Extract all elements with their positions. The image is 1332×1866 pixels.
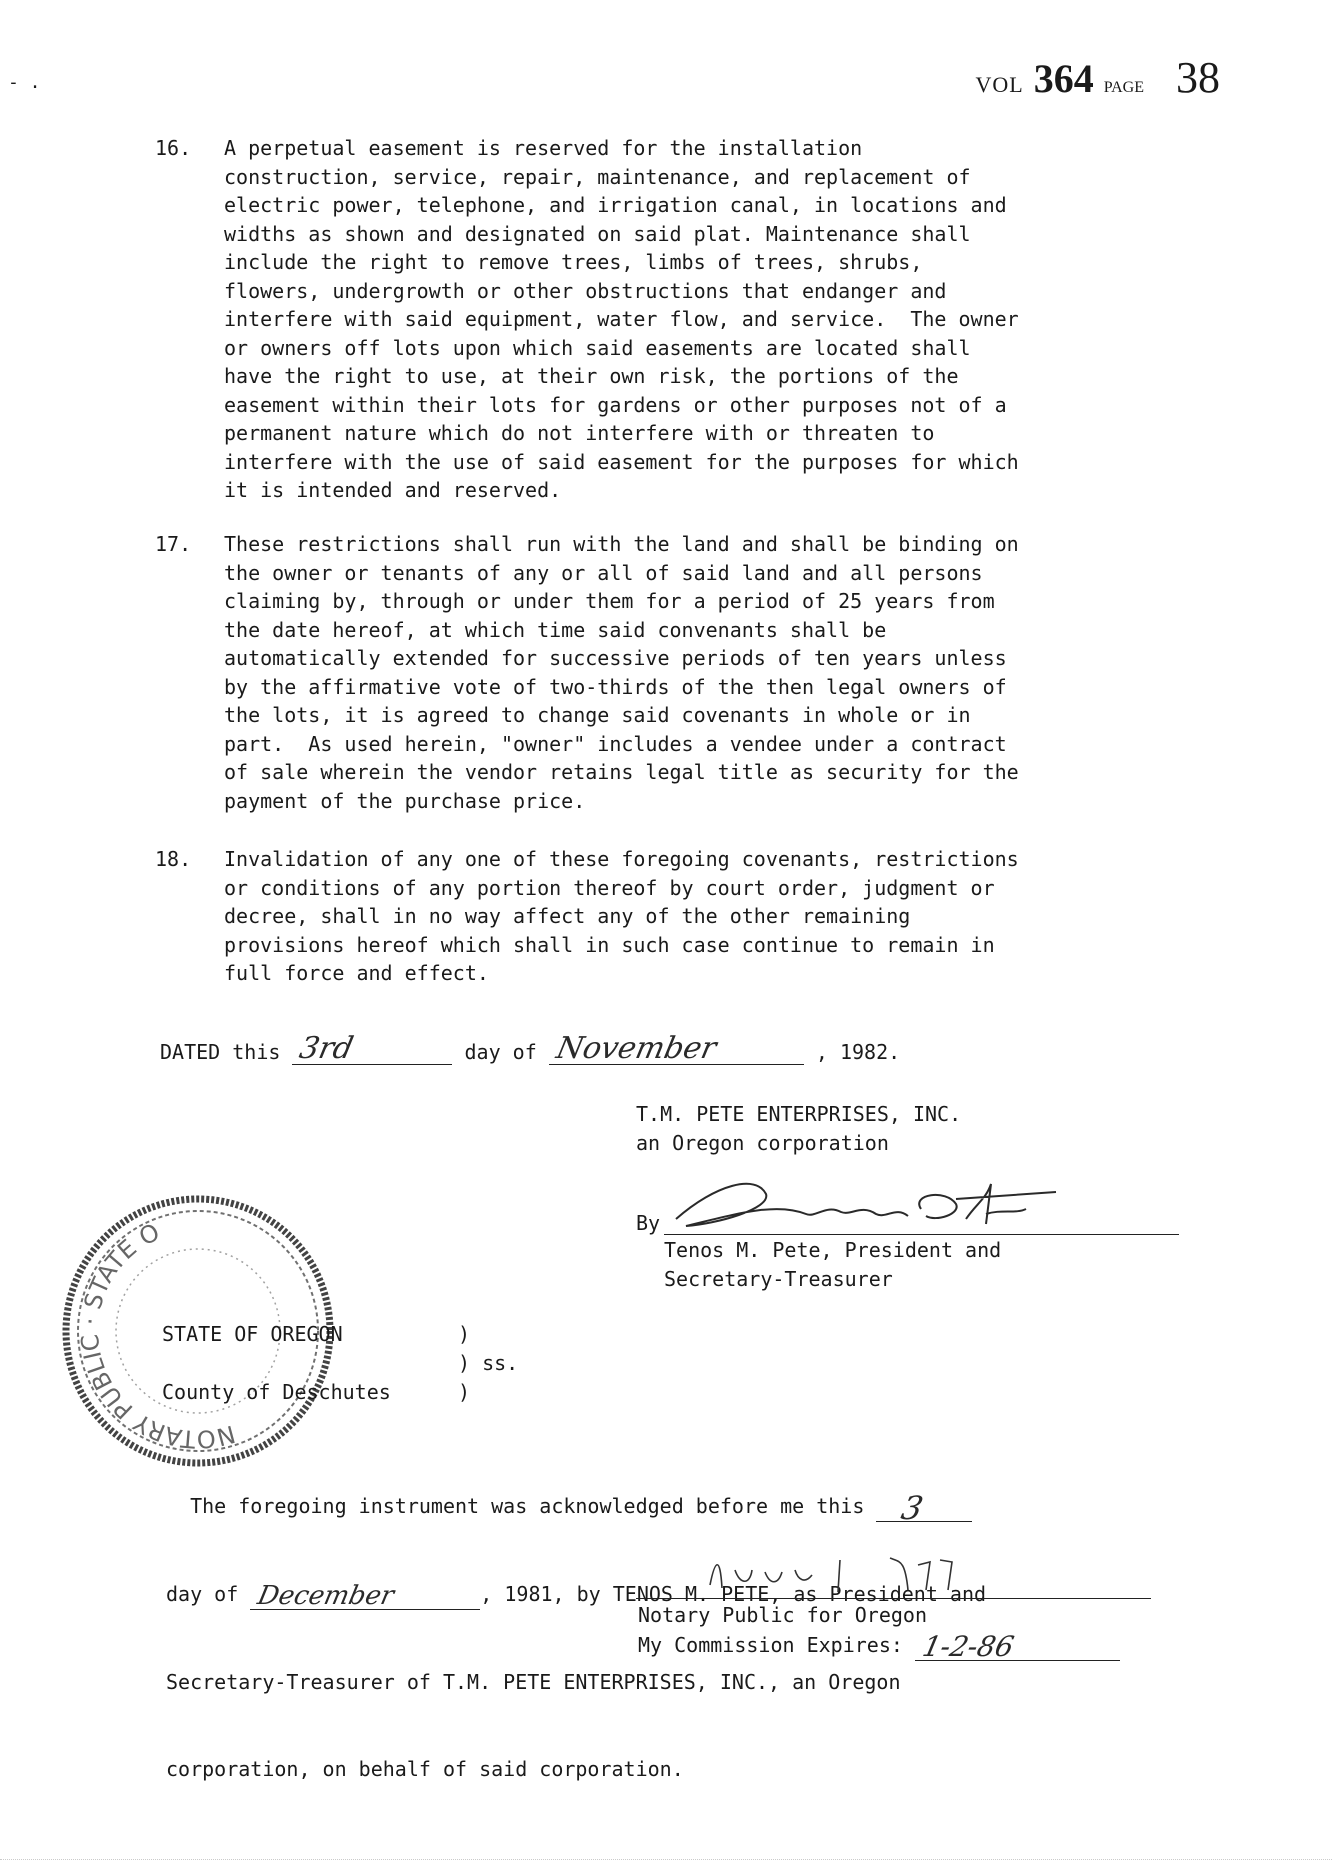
ack-month-blank <box>250 1580 480 1610</box>
text-line: construction, service, repair, maintenance, and replacement of <box>224 164 971 189</box>
text-line: A perpetual easement is reserved for the installation <box>224 136 863 160</box>
signer-block <box>664 1236 1001 1294</box>
paragraph-18 <box>155 845 1155 988</box>
text-line: have the right to use, at their own risk, the portions of the <box>224 364 959 388</box>
paragraph-17 <box>155 530 1155 815</box>
notary-commission <box>638 1630 1120 1661</box>
corporation-block <box>636 1100 961 1158</box>
signer-line-2: Secretary-Treasurer <box>664 1267 893 1291</box>
president-signature <box>656 1164 1076 1244</box>
venue-county-row <box>162 1378 518 1407</box>
vol-number: 364 <box>1033 56 1094 101</box>
ack-day-handwritten: 3 <box>898 1489 927 1527</box>
paragraph-16 <box>155 134 1155 505</box>
paragraph-number: 18. <box>155 847 192 871</box>
text-line: the date hereof, at which time said convenants shall be <box>224 617 887 642</box>
notary-signature-line <box>636 1574 1151 1599</box>
commission-blank <box>915 1630 1120 1661</box>
text-line: by the affirmative vote of two-thirds of the then legal owners of <box>224 674 1007 699</box>
text-line: payment of the purchase price. <box>224 788 586 813</box>
dated-suffix: , 1982. <box>815 1040 901 1064</box>
ack-day-blank <box>876 1489 972 1527</box>
ack-line-1-text: The foregoing instrument was acknowledged before me this <box>166 1494 877 1518</box>
signer-line-1: Tenos M. Pete, President and <box>664 1238 1002 1262</box>
scan-edge <box>0 1859 1332 1860</box>
seal-text: NOTARY PUBLIC · STATE OF <box>75 1217 239 1454</box>
day-handwritten: 3rd <box>296 1031 357 1066</box>
corporation-name: T.M. PETE ENTERPRISES, INC. <box>636 1102 962 1126</box>
text-line: interfere with said equipment, water flow, and service. The owner <box>224 307 1019 331</box>
text-line: easement within their lots for gardens or other purposes not of a <box>224 392 1007 417</box>
day-blank <box>292 1031 452 1066</box>
page-number: 38 <box>1176 53 1220 102</box>
month-blank <box>549 1031 804 1066</box>
recording-header <box>975 52 1220 103</box>
text-line: Invalidation of any one of these foregoing covenants, restrictions <box>224 847 1019 871</box>
text-line: flowers, undergrowth or other obstructions that endanger and <box>224 278 947 303</box>
venue-ss: ) ss. <box>458 1351 519 1375</box>
ack-line-4: corporation, on behalf of said corporation. <box>166 1757 684 1781</box>
ack-line-2-prefix: day of <box>166 1582 251 1606</box>
text-line: widths as shown and designated on said plat. Maintenance shall <box>224 221 971 246</box>
text-line: permanent nature which do not interfere with or threaten to <box>224 421 935 445</box>
paragraph-text <box>224 134 1154 505</box>
by-label: By <box>636 1211 661 1235</box>
vol-label: VOL <box>975 72 1024 97</box>
paragraph-text <box>224 845 1154 988</box>
text-line: of sale wherein the vendor retains legal title as security for the <box>224 760 1019 784</box>
month-handwritten: November <box>553 1031 720 1066</box>
text-line: electric power, telephone, and irrigation canal, in locations and <box>224 193 1007 217</box>
text-line: provisions hereof which shall in such case continue to remain in <box>224 932 995 957</box>
dated-middle: day of <box>464 1040 537 1064</box>
ack-month-handwritten: December <box>255 1581 397 1611</box>
text-line: include the right to remove trees, limbs of trees, shrubs, <box>224 250 923 274</box>
paragraph-number: 17. <box>155 532 192 556</box>
text-line: or owners off lots upon which said easements are located shall <box>224 335 971 360</box>
venue-state-row <box>162 1320 518 1349</box>
text-line: part. As used herein, "owner" includes a vendee under a contract <box>224 731 1007 756</box>
venue-paren: ) <box>458 1380 471 1404</box>
text-line: claiming by, through or under them for a period of 25 years from <box>224 589 995 613</box>
paragraph-text <box>224 530 1154 815</box>
paragraph-number: 16. <box>155 136 192 160</box>
ack-line-2-suffix: , 1981, by TENOS M. PETE, as President and <box>480 1582 987 1606</box>
corporation-type: an Oregon corporation <box>636 1131 889 1155</box>
text-line: the lots, it is agreed to change said covenants in whole or in <box>224 703 971 727</box>
notary-block <box>638 1600 1120 1661</box>
margin-marks: - . <box>8 72 41 93</box>
text-line: or conditions of any portion thereof by court order, judgment or <box>224 875 995 900</box>
text-line: These restrictions shall run with the land and shall be binding on <box>224 532 1019 556</box>
text-line: interfere with the use of said easement for the purposes for which <box>224 449 1019 474</box>
commission-label: My Commission Expires: <box>638 1633 903 1657</box>
ack-line-3: Secretary-Treasurer of T.M. PETE ENTERPRISES, INC., an Oregon <box>166 1670 901 1694</box>
text-line: automatically extended for successive periods of ten years unless <box>224 646 1007 670</box>
venue-block <box>162 1320 518 1407</box>
text-line: it is intended and reserved. <box>224 478 562 502</box>
venue-paren: ) <box>458 1322 471 1346</box>
dated-line <box>160 1031 901 1066</box>
ack-line-1 <box>166 1489 986 1527</box>
text-line: the owner or tenants of any or all of said land and all persons <box>224 560 983 585</box>
text-line: decree, shall in no way affect any of the other remaining <box>224 904 911 928</box>
text-line: full force and effect. <box>224 961 489 985</box>
venue-county: County of Deschutes <box>162 1380 391 1404</box>
commission-handwritten: 1-2-86 <box>919 1630 1017 1663</box>
venue-ss-row <box>162 1349 518 1378</box>
page-label: PAGE <box>1103 79 1144 96</box>
notary-title: Notary Public for Oregon <box>638 1603 927 1627</box>
dated-prefix: DATED this <box>160 1040 281 1064</box>
venue-state: STATE OF OREGON <box>162 1322 343 1346</box>
